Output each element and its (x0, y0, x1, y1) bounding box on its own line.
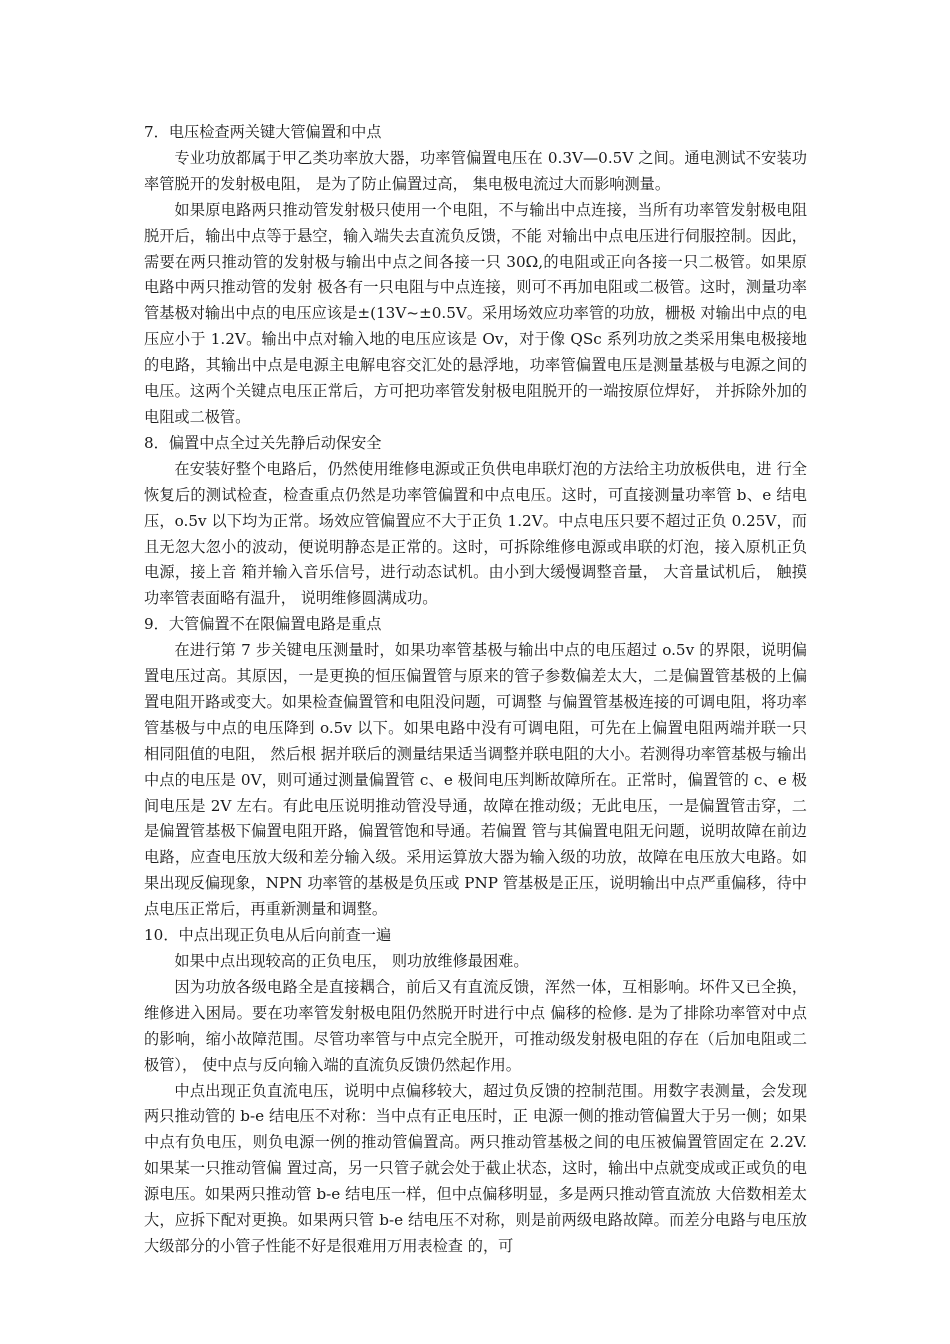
paragraph: 如果原电路两只推动管发射极只使用一个电阻，不与输出中点连接，当所有功率管发射极电阻脱开后，输出中点等于悬空，输入端失去直流负反馈，不能 对输出中点电压进行伺服控制。因此，需要在两只推动管的发射极与输出中点之间各接一只 30Ω,的电阻或正向各接一只二极管。如果原电路中两只推动管的发射 极各有一只电阻与中点连接，则可不再加电阻或二极管。这时，测量功率管基极对输出中点的电压应该是±(13V~±0.5V。采用场效应功率管的功放，栅极 对输出中点的电压应小于 1.2V。输出中点对输入地的电压应该是 Ov，对于像 QSc 系列功放之类采用集电极接地的电路，其输出中点是电源主电解电容交汇处的悬浮地，功率管偏置电压是测量基极与电源之间的电压。这两个关键点电压正常后，方可把功率管发射极电阻脱开的一端按原位焊好， 并拆除外加的电阻或二极管。 (144, 200, 807, 426)
document-page (144, 120, 807, 1260)
section-9 (144, 612, 807, 923)
section-heading: 8．偏置中点全过关先静后动保安全 (144, 433, 382, 452)
paragraph: 专业功放都属于甲乙类功率放大器，功率管偏置电压在 0.3V—0.5V 之间。通电测试不安装功率管脱开的发射极电阻， 是为了防止偏置过高， 集电极电流过大而影响测量。 (144, 148, 807, 193)
section-8 (144, 431, 807, 612)
paragraph: 中点出现正负直流电压，说明中点偏移较大，超过负反馈的控制范围。用数字表测量，会发现两只推动管的 b-e 结电压不对称：当中点有正电压时，正 电源一侧的推动管偏置大于另一侧；如果中点有负电压，则负电源一例的推动管偏置高。两只推动管基极之间的电压被偏置管固定在 2.2V. 如果某一只推动管偏 置过高，另一只管子就会处于截止状态，这时，输出中点就变成或正或负的电源电压。如果两只推动管 b-e 结电压一样，但中点偏移明显，多是两只推动管直流放 大倍数相差太大，应拆下配对更换。如果两只管 b-e 结电压不对称，则是前两级电路故障。而差分电路与电压放大级部分的小管子性能不好是很难用万用表检查 的，可 (144, 1081, 807, 1255)
paragraph: 在安装好整个电路后，仍然使用维修电源或正负供电串联灯泡的方法给主功放板供电，进 行全恢复后的测试检查，检查重点仍然是功率管偏置和中点电压。这时，可直接测量功率管 b、e 结电压，o.5v 以下均为正常。场效应管偏置应不大于正负 1.2V。中点电压只要不超过正负 0.25V，而且无忽大忽小的波动，便说明静态是正常的。这时，可拆除维修电源或串联的灯泡，接入原机正负电源，接上音 箱并输入音乐信号，进行动态试机。由小到大缓慢调整音量， 大音量试机后， 触摸功率管表面略有温升， 说明维修圆满成功。 (144, 459, 807, 608)
section-heading: 9．大管偏置不在限偏置电路是重点 (144, 615, 382, 634)
paragraph: 因为功放各级电路全是直接耦合，前后又有直流反馈，浑然一体，互相影响。坏件又已全换，维修进入困局。要在功率管发射极电阻仍然脱开时进行中点 偏移的检修. 是为了排除功率管对中点的影响，缩小故障范围。尽管功率管与中点完全脱开，可推动级发射极电阻的存在（后加电阻或二极管）， 使中点与反向输入端的直流负反馈仍然起作用。 (144, 977, 807, 1074)
section-7 (144, 120, 807, 431)
paragraph: 如果中点出现较高的正负电压， 则功放维修最困难。 (174, 952, 529, 970)
section-heading: 7．电压检查两关键大管偏置和中点 (144, 123, 382, 141)
section-10 (144, 923, 807, 1260)
section-heading: 10．中点出现正负电从后向前查一遍 (144, 926, 392, 945)
paragraph: 在进行第 7 步关键电压测量时，如果功率管基极与输出中点的电压超过 o.5v 的界限，说明偏置电压过高。其原因，一是更换的恒压偏置管与原来的管子参数偏差太大，二是偏置管基极的上偏置电阻开路或变大。如果检查偏置管和电阻没问题，可调整 与偏置管基极连接的可调电阻，将功率管基极与中点的电压降到 o.5v 以下。如果电路中没有可调电阻，可先在上偏置电阻两端并联一只相同阻值的电阻， 然后根 据并联后的测量结果适当调整并联电阻的大小。若测得功率管基极与输出中点的电压是 0V，则可通过测量偏置管 c、e 极间电压判断故障所在。正常时，偏置管的 c、e 极间电压是 2V 左右。有此电压说明推动管没导通，故障在推动级；无此电压，一是偏置管击穿，二是偏置管基极下偏置电阻开路，偏置管饱和导通。若偏置 管与其偏置电阻无问题，说明故障在前边电路，应查电压放大级和差分输入级。采用运算放大器为输入级的功放，故障在电压放大电路。如果出现反偏现象，NPN 功率管的基极是负压或 PNP 管基极是正压，说明输出中点严重偏移，待中点电压正常后，再重新测量和调整。 (144, 641, 807, 919)
